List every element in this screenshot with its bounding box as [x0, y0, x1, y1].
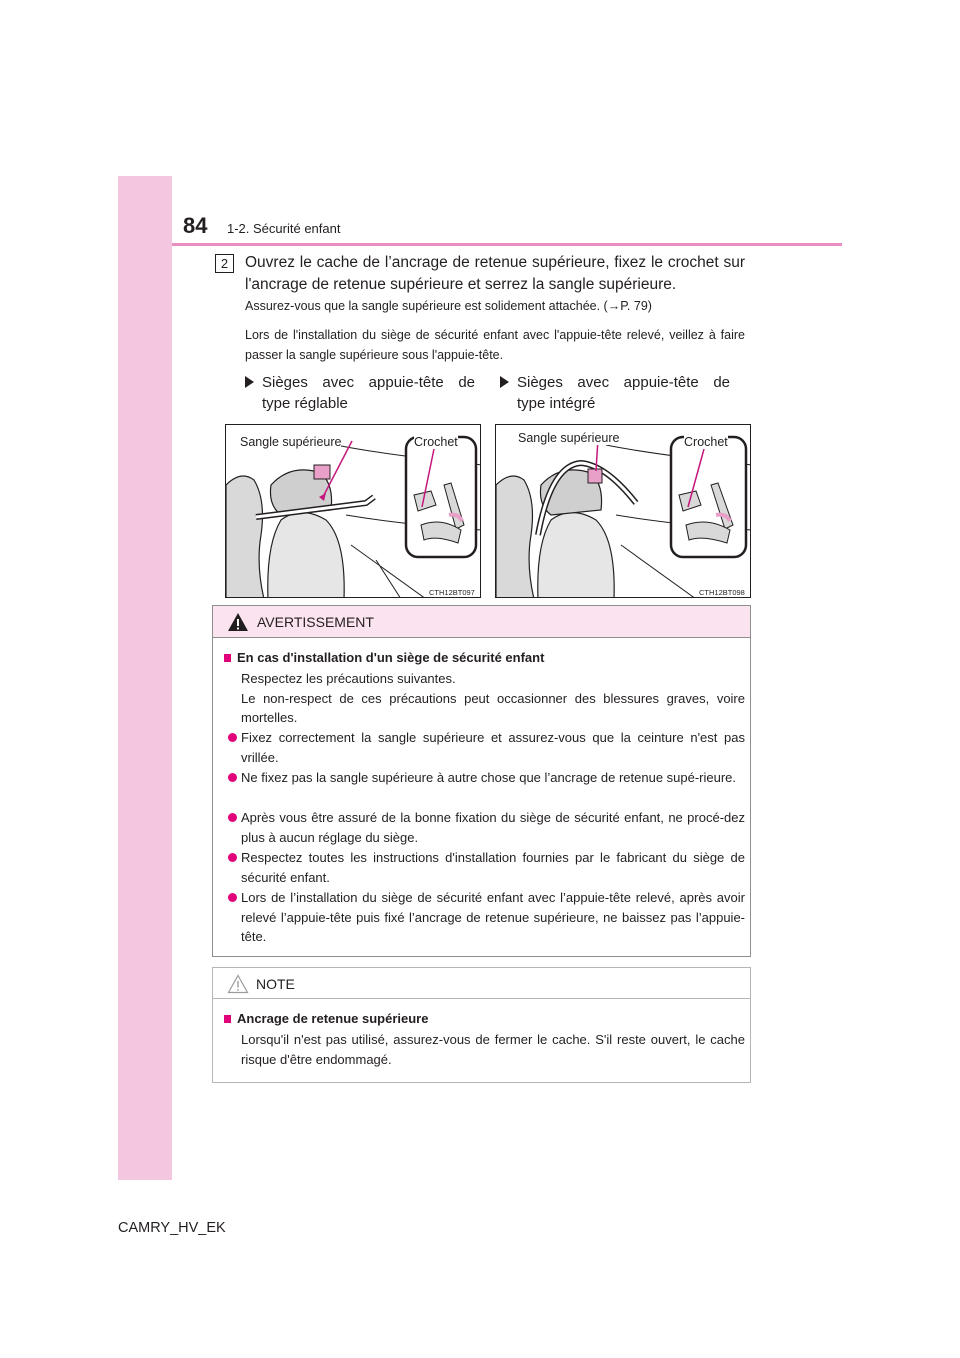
note-title: NOTE	[256, 976, 295, 992]
note-box	[212, 967, 751, 1083]
step-note-headrest: Lors de l'installation du siège de sécurité enfant avec l'appuie-tête relevé, veillez à faire passer la sangle supérieure sous l'appuie-tête.	[245, 328, 745, 362]
warning-intro: Respectez les précautions suivantes. Le non-respect de ces précautions peut occasionner des blessures graves, voire mortelles.	[241, 671, 745, 725]
page-number: 84	[183, 213, 208, 238]
circle-bullet-icon	[228, 853, 237, 862]
warning-bullet: Fixez correctement la sangle supérieure et assurez-vous que la ceinture n'est pas vrillée.	[228, 728, 745, 767]
figure-heading-adjustable: Sièges avec appuie-tête de type réglable	[245, 372, 475, 414]
square-bullet-icon	[224, 1015, 231, 1023]
circle-bullet-icon	[228, 893, 237, 902]
step-number-badge: 2	[215, 254, 234, 273]
footer-model-code: CAMRY_HV_EK	[118, 1220, 226, 1236]
circle-bullet-icon	[228, 813, 237, 822]
step-instruction: Ouvrez le cache de l’ancrage de retenue supérieure, fixez le crochet sur l'ancrage de retenue supérieure et serrez la sangle supérieure.	[245, 254, 745, 293]
warning-triangle-icon	[227, 612, 249, 632]
note-header	[213, 968, 750, 999]
warning-bullet: Ne fixez pas la sangle supérieure à autre chose que l’ancrage de retenue supé-rieure.	[228, 768, 745, 788]
label-top-strap: Sangle supérieure	[240, 435, 342, 449]
warning-header	[213, 606, 750, 638]
section-title: 1-2. Sécurité enfant	[227, 221, 341, 236]
label-hook: Crochet	[414, 435, 458, 449]
warning-title: AVERTISSEMENT	[257, 614, 374, 630]
warning-subheading: En cas d'installation d'un siège de sécurité enfant	[224, 650, 544, 665]
warning-bullet: Lors de l’installation du siège de sécurité enfant avec l’appuie-tête relevé, après avoir relevé l’appuie-tête puis fixé l’ancrage de retenue supérieure, ne baissez pas l’appuie-tête.	[228, 888, 745, 947]
seat-anchor-illustration	[496, 425, 751, 598]
note-text: Lorsqu'il n'est pas utilisé, assurez-vous de fermer le cache. S'il reste ouvert, le cache risque d'être endommagé.	[241, 1032, 745, 1067]
illustration-integrated-headrest	[495, 424, 751, 598]
circle-bullet-icon	[228, 733, 237, 742]
note-subheading: Ancrage de retenue supérieure	[224, 1011, 428, 1026]
warning-bullet: Après vous être assuré de la bonne fixation du siège de sécurité enfant, ne procé-dez plus à aucun réglage du siège.	[228, 808, 745, 847]
square-bullet-icon	[224, 654, 231, 662]
seat-anchor-illustration	[226, 425, 481, 598]
label-hook: Crochet	[684, 435, 728, 449]
caution-outline-icon	[227, 974, 249, 994]
triangle-bullet-icon	[245, 376, 254, 388]
illustration-adjustable-headrest	[225, 424, 481, 598]
figure-code: CTH12BT097	[429, 588, 475, 597]
figure-heading-integrated: Sièges avec appuie-tête de type intégré	[500, 372, 730, 414]
step-note-strap: Assurez-vous que la sangle supérieure est solidement attachée. (→P. 79)	[245, 299, 652, 313]
triangle-bullet-icon	[500, 376, 509, 388]
circle-bullet-icon	[228, 773, 237, 782]
warning-bullet: Respectez toutes les instructions d'installation fournies par le fabricant du siège de sécurité enfant.	[228, 848, 745, 887]
label-top-strap: Sangle supérieure	[518, 431, 620, 445]
chapter-sidebar	[118, 176, 172, 1180]
figure-code: CTH12BT098	[699, 588, 745, 597]
header-rule	[172, 243, 842, 246]
warning-box	[212, 605, 751, 957]
